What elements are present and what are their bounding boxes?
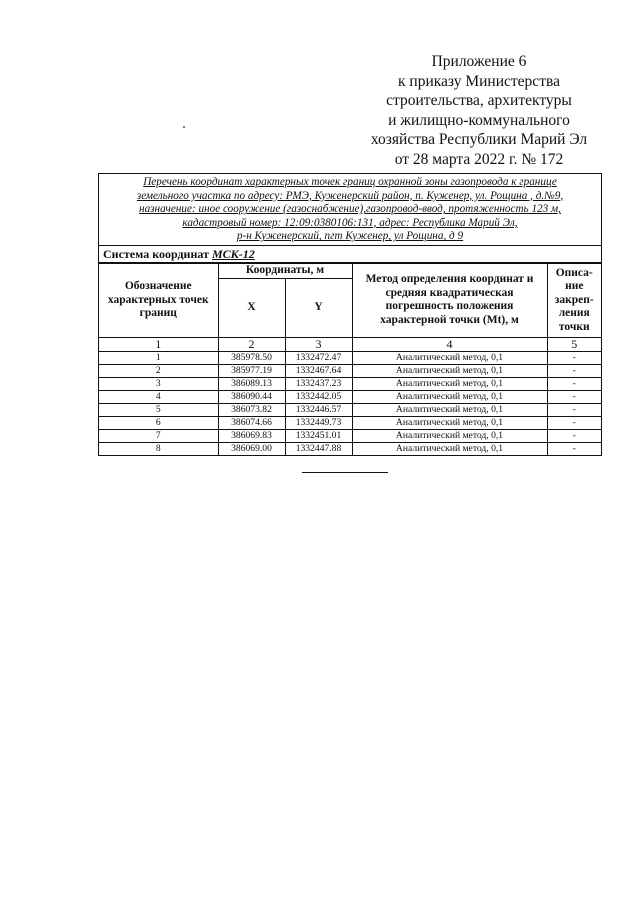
y-cell: 1332451.01 — [285, 429, 352, 442]
table-row — [99, 364, 601, 377]
point-cell: 4 — [99, 390, 218, 403]
method-cell: Аналитический метод, 0,1 — [352, 403, 547, 416]
x-cell: 386069.00 — [218, 442, 285, 455]
point-cell: 8 — [99, 442, 218, 455]
table-row — [99, 377, 601, 390]
column-number: 1 — [99, 337, 218, 351]
x-cell: 386069.83 — [218, 429, 285, 442]
method-cell: Аналитический метод, 0,1 — [352, 351, 547, 364]
description-cell: - — [547, 442, 601, 455]
description-cell: - — [547, 403, 601, 416]
y-cell: 1332449.73 — [285, 416, 352, 429]
caption-line: Перечень координат характерных точек границ охранной зоны газопровода к границе — [143, 176, 557, 188]
description-cell: - — [547, 364, 601, 377]
description-cell: - — [547, 416, 601, 429]
x-cell: 386090.44 — [218, 390, 285, 403]
x-cell: 386073.82 — [218, 403, 285, 416]
method-cell: Аналитический метод, 0,1 — [352, 442, 547, 455]
coordinates-frame — [98, 173, 602, 456]
description-cell: - — [547, 390, 601, 403]
y-cell: 1332467.64 — [285, 364, 352, 377]
y-cell: 1332437.23 — [285, 377, 352, 390]
column-number: 4 — [352, 337, 547, 351]
table-caption — [99, 174, 601, 246]
table-row — [99, 351, 601, 364]
y-cell: 1332442.05 — [285, 390, 352, 403]
header-coordinates: Координаты, м — [218, 263, 352, 278]
point-cell: 6 — [99, 416, 218, 429]
table-row — [99, 403, 601, 416]
x-cell: 386074.66 — [218, 416, 285, 429]
caption-line: кадастровый номер: 12:09:0380106:131, адрес: Республика Марий Эл, — [182, 216, 518, 229]
table-row — [99, 416, 601, 429]
point-cell: 5 — [99, 403, 218, 416]
column-number: 5 — [547, 337, 601, 351]
x-cell: 386089.13 — [218, 377, 285, 390]
x-cell: 385978.50 — [218, 351, 285, 364]
header-method: Метод определения координат и средняя квадратическая погрешность положения характерной точки (Mt), м — [352, 263, 547, 337]
end-rule — [302, 472, 388, 473]
table-row — [99, 429, 601, 442]
y-cell: 1332447.88 — [285, 442, 352, 455]
column-number: 3 — [285, 337, 352, 351]
caption-line: назначение: иное сооружение (газоснабжение),газопровод-ввод, протяженность 123 м, — [139, 203, 561, 216]
point-cell: 3 — [99, 377, 218, 390]
header-point: Обозначение характерных точек границ — [99, 263, 218, 337]
y-cell: 1332446.57 — [285, 403, 352, 416]
point-cell: 7 — [99, 429, 218, 442]
method-cell: Аналитический метод, 0,1 — [352, 416, 547, 429]
caption-line: р-н Куженерский, пгт Куженер, ул Рощина, д 9 — [236, 230, 464, 243]
header-description: Описа-ние закреп-ления точки — [547, 263, 601, 337]
coordinate-system — [99, 246, 601, 263]
description-cell: - — [547, 429, 601, 442]
description-cell: - — [547, 351, 601, 364]
appendix-line: хозяйства Республики Марий Эл — [370, 131, 588, 148]
coordinate-system-value: МСК-12 — [211, 246, 255, 261]
header-y: Y — [285, 278, 352, 337]
coordinates-table — [99, 263, 601, 455]
method-cell: Аналитический метод, 0,1 — [352, 390, 547, 403]
appendix-line: и жилищно-коммунального — [388, 111, 570, 129]
header-x: X — [218, 278, 285, 337]
y-cell: 1332472.47 — [285, 351, 352, 364]
scan-speck — [183, 126, 185, 128]
coordinate-system-label: Система координат — [103, 246, 209, 261]
appendix-line: к приказу Министерства — [398, 72, 560, 90]
column-number: 2 — [218, 337, 285, 351]
appendix-line: строительства, архитектуры — [386, 92, 572, 109]
method-cell: Аналитический метод, 0,1 — [352, 377, 547, 390]
point-cell: 2 — [99, 364, 218, 377]
table-row — [99, 390, 601, 403]
x-cell: 385977.19 — [218, 364, 285, 377]
table-row — [99, 442, 601, 455]
column-number-row — [99, 337, 601, 351]
point-cell: 1 — [99, 351, 218, 364]
method-cell: Аналитический метод, 0,1 — [352, 364, 547, 377]
appendix-header — [350, 52, 608, 169]
caption-line: земельного участка по адресу: РМЭ, Куженерский район, п. Куженер, ул. Рощина , д.№9, — [136, 189, 564, 202]
description-cell: - — [547, 377, 601, 390]
appendix-line: Приложение 6 — [431, 53, 527, 70]
method-cell: Аналитический метод, 0,1 — [352, 429, 547, 442]
appendix-line: от 28 марта 2022 г. № 172 — [394, 150, 564, 168]
